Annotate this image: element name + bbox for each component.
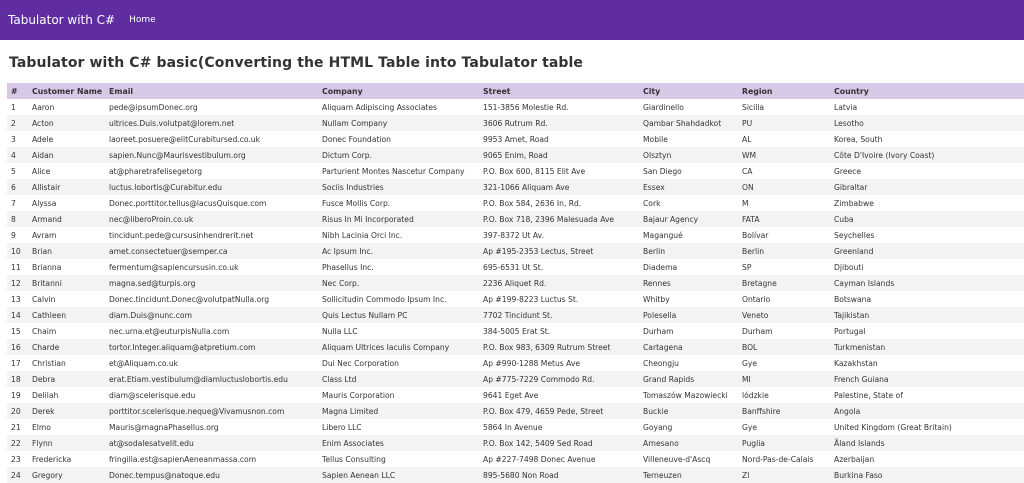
- cell-company: Mauris Corporation: [322, 390, 395, 400]
- cell-email: nec.urna.et@euturpisNulla.com: [109, 326, 230, 336]
- cell-street: P.O. Box 142, 5409 Sed Road: [483, 438, 593, 448]
- cell-number: 1: [11, 102, 16, 112]
- cell-street: Ap #195-2353 Lectus, Street: [483, 246, 594, 256]
- cell-number: 8: [11, 214, 16, 224]
- cell-region: SP: [742, 262, 752, 272]
- cell-street: Ap #990-1288 Metus Ave: [483, 358, 581, 368]
- cell-company: Risus In Mi Incorporated: [322, 214, 414, 224]
- cell-region: Bretagne: [742, 278, 777, 288]
- cell-region: PU: [742, 118, 753, 128]
- table-row[interactable]: [7, 435, 1024, 451]
- table-row[interactable]: [7, 419, 1024, 435]
- cell-country: Azerbaijan: [834, 454, 875, 464]
- cell-country: French Guiana: [834, 374, 889, 384]
- cell-city: Buckie: [643, 406, 669, 416]
- table-row[interactable]: [7, 467, 1024, 483]
- customer-table-container: [7, 83, 1024, 483]
- cell-email: magna.sed@turpis.org: [109, 278, 196, 288]
- cell-city: Rennes: [643, 278, 671, 288]
- cell-city: Polesella: [643, 310, 677, 320]
- cell-company: Fusce Mollis Corp.: [322, 198, 391, 208]
- table-row[interactable]: [7, 307, 1024, 323]
- cell-email: at@pharetrafelisegetorg: [109, 166, 203, 176]
- cell-customer-name: Chaim: [32, 326, 57, 336]
- cell-street: 695-6531 Ut St.: [483, 262, 544, 272]
- cell-street: P.O. Box 600, 8115 Elit Ave: [483, 166, 586, 176]
- cell-region: Bolívar: [742, 230, 769, 240]
- table-row[interactable]: [7, 195, 1024, 211]
- cell-region: Ontario: [742, 294, 771, 304]
- cell-company: Sollicitudin Commodo Ipsum Inc.: [322, 294, 447, 304]
- cell-city: Durham: [643, 326, 674, 336]
- cell-company: Sapien Aenean LLC: [322, 470, 396, 480]
- column-header-region[interactable]: Region: [742, 86, 773, 96]
- cell-city: Giardinello: [643, 102, 684, 112]
- cell-email: Mauris@magnaPhasellus.org: [109, 422, 219, 432]
- cell-city: Goyang: [643, 422, 673, 432]
- brand-link[interactable]: Tabulator with C#: [8, 13, 116, 27]
- cell-company: Donec Foundation: [322, 134, 391, 144]
- cell-company: Phasellus Inc.: [322, 262, 374, 272]
- cell-customer-name: Charde: [32, 342, 60, 352]
- cell-customer-name: Gregory: [32, 470, 63, 480]
- cell-street: 895-5680 Non Road: [483, 470, 559, 480]
- cell-customer-name: Allistair: [32, 182, 61, 192]
- nav-home-link[interactable]: Home: [129, 15, 156, 25]
- cell-country: Lesotho: [834, 118, 864, 128]
- cell-city: Cartagena: [643, 342, 683, 352]
- cell-street: 321-1066 Aliquam Ave: [483, 182, 570, 192]
- cell-region: Sicilia: [742, 102, 765, 112]
- cell-customer-name: Aidan: [32, 150, 54, 160]
- table-row[interactable]: [7, 259, 1024, 275]
- cell-customer-name: Acton: [32, 118, 54, 128]
- cell-company: Parturient Montes Nascetur Company: [322, 166, 465, 176]
- cell-company: Libero LLC: [322, 422, 362, 432]
- cell-region: Gye: [742, 358, 758, 368]
- table-row[interactable]: [7, 179, 1024, 195]
- cell-city: Grand Rapids: [643, 374, 695, 384]
- cell-street: 151-3856 Molestie Rd.: [483, 102, 569, 112]
- cell-region: Puglia: [742, 438, 765, 448]
- column-header-company[interactable]: Company: [322, 86, 363, 96]
- table-body: [7, 99, 1024, 483]
- cell-country: Seychelles: [834, 230, 875, 240]
- table-row[interactable]: [7, 387, 1024, 403]
- cell-street: 384-5005 Erat St.: [483, 326, 551, 336]
- cell-street: 397-8372 Ut Av.: [483, 230, 544, 240]
- cell-country: Côte D'Ivoire (Ivory Coast): [834, 150, 935, 160]
- cell-street: Ap #227-7498 Donec Avenue: [483, 454, 596, 464]
- cell-company: Nec Corp.: [322, 278, 360, 288]
- column-header-email[interactable]: Email: [109, 86, 134, 96]
- cell-customer-name: Avram: [32, 230, 57, 240]
- cell-country: Palestine, State of: [834, 390, 903, 400]
- table-row[interactable]: [7, 371, 1024, 387]
- cell-country: Gibraltar: [834, 182, 868, 192]
- cell-country: Latvia: [834, 102, 858, 112]
- cell-city: Bajaur Agency: [643, 214, 699, 224]
- table-row[interactable]: [7, 99, 1024, 115]
- cell-company: Quis Lectus Nullam PC: [322, 310, 408, 320]
- table-row[interactable]: [7, 323, 1024, 339]
- cell-region: Gye: [742, 422, 758, 432]
- cell-region: Berlin: [742, 246, 765, 256]
- cell-region: FATA: [742, 214, 760, 224]
- cell-customer-name: Brian: [32, 246, 52, 256]
- cell-customer-name: Brianna: [32, 262, 62, 272]
- table-row[interactable]: [7, 163, 1024, 179]
- cell-company: Class Ltd: [322, 374, 357, 384]
- cell-email: laoreet.posuere@elitCurabitursed.co.uk: [109, 134, 261, 144]
- cell-city: Cork: [643, 198, 661, 208]
- cell-city: Arnesano: [643, 438, 679, 448]
- cell-number: 4: [11, 150, 16, 160]
- cell-email: erat.Etiam.vestibulum@diamluctuslobortis.edu: [109, 374, 288, 384]
- cell-street: 9065 Enim, Road: [483, 150, 548, 160]
- table-header-row: [7, 83, 1024, 99]
- cell-email: Donec.tempus@natoque.edu: [109, 470, 220, 480]
- cell-customer-name: Calvin: [32, 294, 56, 304]
- cell-country: Cuba: [834, 214, 854, 224]
- cell-company: Ac Ipsum Inc.: [322, 246, 373, 256]
- cell-email: nec@liberoProin.co.uk: [109, 214, 194, 224]
- cell-number: 24: [11, 470, 21, 480]
- cell-number: 7: [11, 198, 16, 208]
- cell-region: Nord-Pas-de-Calais: [742, 454, 814, 464]
- navbar: [0, 0, 1024, 40]
- table-row[interactable]: [7, 211, 1024, 227]
- cell-customer-name: Alyssa: [32, 198, 57, 208]
- cell-number: 14: [11, 310, 21, 320]
- cell-number: 13: [11, 294, 21, 304]
- cell-email: Donec.porttitor.tellus@lacusQuisque.com: [109, 198, 267, 208]
- cell-email: et@Aliquam.co.uk: [109, 358, 179, 368]
- cell-email: luctus.lobortis@Curabitur.edu: [109, 182, 222, 192]
- cell-city: Terneuzen: [643, 470, 682, 480]
- cell-number: 21: [11, 422, 21, 432]
- cell-customer-name: Alice: [32, 166, 51, 176]
- cell-company: Dictum Corp.: [322, 150, 373, 160]
- column-header-street[interactable]: Street: [483, 86, 511, 96]
- cell-city: Berlin: [643, 246, 666, 256]
- cell-country: Greenland: [834, 246, 874, 256]
- cell-email: at@sodalesatvelit.edu: [109, 438, 194, 448]
- table-row[interactable]: [7, 403, 1024, 419]
- cell-street: 9641 Eget Ave: [483, 390, 539, 400]
- cell-region: CA: [742, 166, 753, 176]
- cell-region: Veneto: [742, 310, 769, 320]
- cell-customer-name: Elmo: [32, 422, 51, 432]
- cell-number: 20: [11, 406, 21, 416]
- cell-number: 16: [11, 342, 21, 352]
- cell-customer-name: Delilah: [32, 390, 59, 400]
- cell-number: 11: [11, 262, 21, 272]
- cell-number: 10: [11, 246, 21, 256]
- cell-country: Tajikistan: [834, 310, 870, 320]
- cell-street: 9953 Amet, Road: [483, 134, 549, 144]
- cell-customer-name: Britanni: [32, 278, 62, 288]
- cell-city: Magangué: [643, 230, 683, 240]
- cell-number: 18: [11, 374, 21, 384]
- table-row[interactable]: [7, 131, 1024, 147]
- cell-company: Magna Limited: [322, 406, 379, 416]
- cell-street: 7702 Tincidunt St.: [483, 310, 553, 320]
- cell-region: ON: [742, 182, 754, 192]
- cell-city: Cheongju: [643, 358, 679, 368]
- cell-customer-name: Fredericka: [32, 454, 72, 464]
- cell-street: 3606 Rutrum Rd.: [483, 118, 548, 128]
- cell-region: M: [742, 198, 749, 208]
- cell-email: fringilla.est@sapienAeneanmassa.com: [109, 454, 257, 464]
- cell-number: 17: [11, 358, 21, 368]
- cell-number: 3: [11, 134, 16, 144]
- cell-street: P.O. Box 718, 2396 Malesuada Ave: [483, 214, 615, 224]
- cell-customer-name: Armand: [32, 214, 62, 224]
- cell-number: 2: [11, 118, 16, 128]
- cell-customer-name: Cathleen: [32, 310, 67, 320]
- cell-city: Tomaszów Mazowiecki: [643, 390, 728, 400]
- cell-street: Ap #199-8223 Luctus St.: [483, 294, 579, 304]
- cell-email: fermentum@sapiencursusin.co.uk: [109, 262, 239, 272]
- cell-country: Zimbabwe: [834, 198, 874, 208]
- column-header-number[interactable]: #: [11, 86, 18, 96]
- cell-country: Cayman Islands: [834, 278, 895, 288]
- cell-region: AL: [742, 134, 752, 144]
- cell-region: lódzkie: [742, 390, 769, 400]
- cell-customer-name: Debra: [32, 374, 56, 384]
- cell-city: Diadema: [643, 262, 678, 272]
- cell-region: Durham: [742, 326, 773, 336]
- cell-number: 6: [11, 182, 16, 192]
- cell-country: Angola: [834, 406, 861, 416]
- cell-country: Turkmenistan: [834, 342, 886, 352]
- cell-customer-name: Adele: [32, 134, 54, 144]
- cell-customer-name: Christian: [32, 358, 66, 368]
- cell-email: tortor.Integer.aliquam@atpretium.com: [109, 342, 256, 352]
- table-row[interactable]: [7, 243, 1024, 259]
- column-header-country[interactable]: Country: [834, 86, 869, 96]
- cell-company: Nullam Company: [322, 118, 388, 128]
- cell-email: pede@ipsumDonec.org: [109, 102, 198, 112]
- column-header-customer-name[interactable]: Customer Name: [32, 86, 103, 96]
- cell-street: 2236 Aliquet Rd.: [483, 278, 547, 288]
- cell-city: Olsztyn: [643, 150, 672, 160]
- cell-street: 5864 In Avenue: [483, 422, 543, 432]
- cell-street: P.O. Box 584, 2636 In, Rd.: [483, 198, 582, 208]
- cell-country: Åland Islands: [834, 438, 885, 448]
- cell-company: Nibh Lacinia Orci Inc.: [322, 230, 403, 240]
- table-row[interactable]: [7, 147, 1024, 163]
- cell-city: Villeneuve-d'Ascq: [643, 454, 711, 464]
- cell-customer-name: Derek: [32, 406, 55, 416]
- cell-number: 19: [11, 390, 21, 400]
- cell-email: sapien.Nunc@Maurisvestibulum.org: [109, 150, 246, 160]
- cell-customer-name: Flynn: [32, 438, 53, 448]
- table-row[interactable]: [7, 275, 1024, 291]
- cell-region: Zl: [742, 470, 750, 480]
- cell-city: Mobile: [643, 134, 668, 144]
- cell-country: Burkina Faso: [834, 470, 883, 480]
- cell-region: WM: [742, 150, 757, 160]
- cell-city: Qambar Shahdadkot: [643, 118, 722, 128]
- cell-country: Botswana: [834, 294, 872, 304]
- page-title: Tabulator with C# basic(Converting the HTML Table into Tabulator table: [9, 55, 584, 71]
- cell-city: San Diego: [643, 166, 682, 176]
- cell-company: Aliquam Ultrices Iaculis Company: [322, 342, 450, 352]
- table-row[interactable]: [7, 115, 1024, 131]
- cell-country: Portugal: [834, 326, 866, 336]
- cell-company: Enim Associates: [322, 438, 384, 448]
- cell-number: 12: [11, 278, 21, 288]
- cell-company: Sociis Industries: [322, 182, 384, 192]
- cell-customer-name: Aaron: [32, 102, 55, 112]
- cell-number: 9: [11, 230, 16, 240]
- cell-company: Nulla LLC: [322, 326, 358, 336]
- cell-email: ultrices.Duis.volutpat@lorem.net: [109, 118, 235, 128]
- cell-email: amet.consectetuer@semper.ca: [109, 246, 228, 256]
- table-row[interactable]: [7, 291, 1024, 307]
- cell-country: Korea, South: [834, 134, 883, 144]
- table-row[interactable]: [7, 451, 1024, 467]
- cell-region: Banffshire: [742, 406, 781, 416]
- cell-number: 5: [11, 166, 16, 176]
- cell-email: porttitor.scelerisque.neque@Vivamusnon.com: [109, 406, 285, 416]
- customer-table: [7, 83, 1024, 483]
- cell-company: Dui Nec Corporation: [322, 358, 399, 368]
- table-row[interactable]: [7, 339, 1024, 355]
- cell-number: 22: [11, 438, 21, 448]
- cell-city: Essex: [643, 182, 665, 192]
- cell-city: Whitby: [643, 294, 670, 304]
- table-row[interactable]: [7, 355, 1024, 371]
- cell-email: Donec.tincidunt.Donec@volutpatNulla.org: [109, 294, 270, 304]
- cell-country: Kazakhstan: [834, 358, 878, 368]
- cell-street: P.O. Box 983, 6309 Rutrum Street: [483, 342, 611, 352]
- column-header-city[interactable]: City: [643, 86, 661, 96]
- cell-street: Ap #775-7229 Commodo Rd.: [483, 374, 595, 384]
- cell-country: Greece: [834, 166, 862, 176]
- cell-email: tincidunt.pede@cursusinhendrerit.net: [109, 230, 254, 240]
- cell-number: 23: [11, 454, 21, 464]
- table-row[interactable]: [7, 227, 1024, 243]
- cell-region: BOL: [742, 342, 758, 352]
- cell-company: Aliquam Adipiscing Associates: [322, 102, 438, 112]
- cell-company: Tellus Consulting: [322, 454, 386, 464]
- cell-country: Djibouti: [834, 262, 864, 272]
- cell-street: P.O. Box 479, 4659 Pede, Street: [483, 406, 604, 416]
- cell-region: MI: [742, 374, 751, 384]
- cell-number: 15: [11, 326, 21, 336]
- cell-country: United Kingdom (Great Britain): [834, 422, 952, 432]
- cell-email: diam@scelerisque.edu: [109, 390, 196, 400]
- cell-email: diam.Duis@nunc.com: [109, 310, 192, 320]
